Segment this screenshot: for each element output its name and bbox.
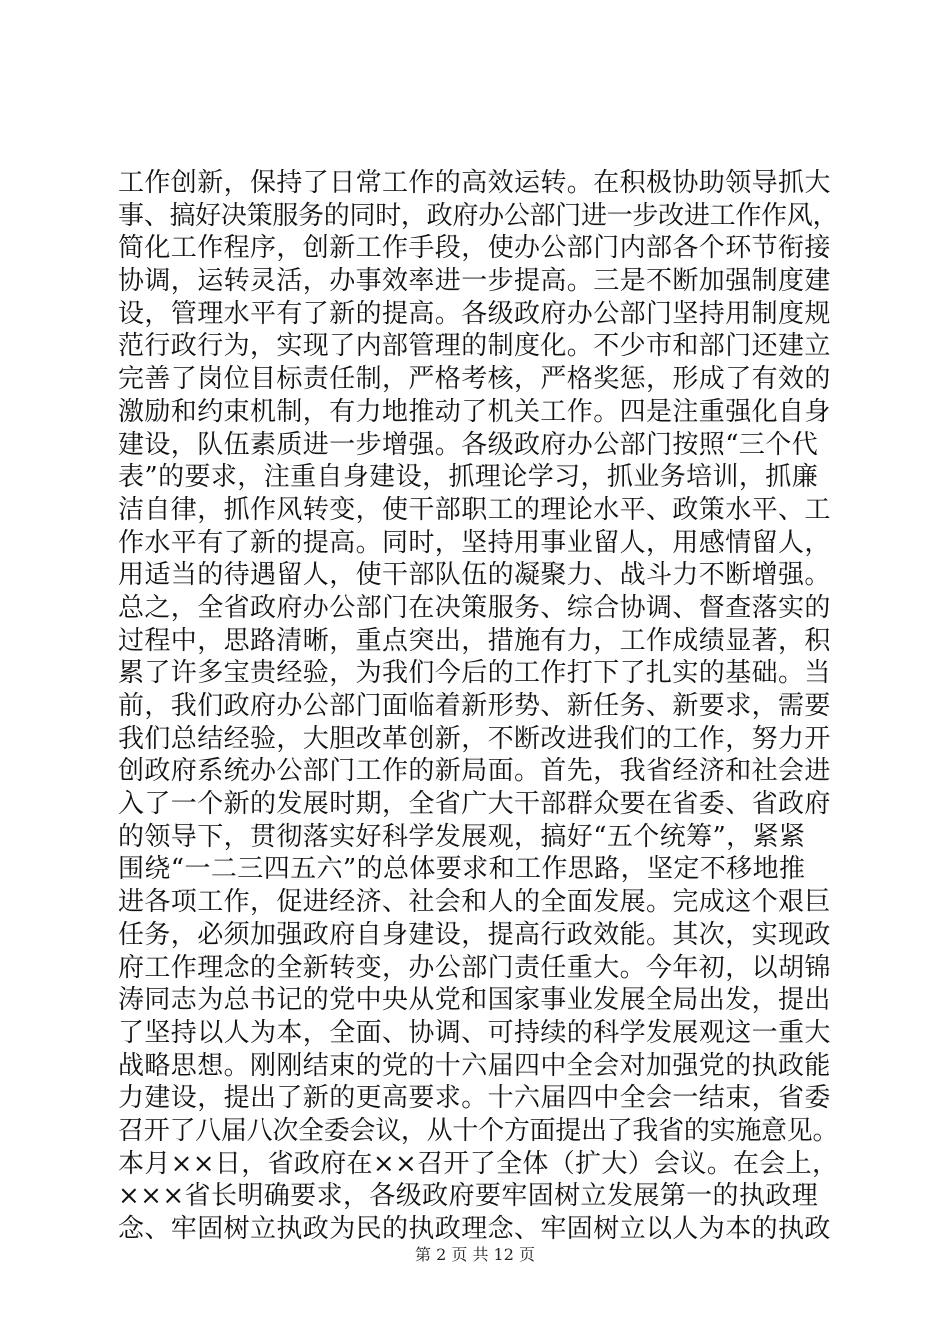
text-line: 我们总结经验，大胆改革创新，不断改进我们的工作，努力开 — [118, 723, 831, 754]
text-line: 府工作理念的全新转变，办公部门责任重大。今年初，以胡锦 — [118, 952, 831, 983]
text-line: 简化工作程序，创新工作手段，使办公部门内部各个环节衔接 — [118, 233, 831, 264]
text-line: 前，我们政府办公部门面临着新形势、新任务、新要求，需要 — [118, 691, 831, 721]
text-line: 本月××日，省政府在××召开了全体（扩大）会议。在会上， — [118, 1148, 839, 1179]
text-line: 涛同志为总书记的党中央从党和国家事业发展全局出发，提出 — [118, 985, 831, 1016]
text-line: 累了许多宝贵经验，为我们今后的工作打下了扎实的基础。当 — [118, 658, 831, 689]
text-line: 工作创新，保持了日常工作的高效运转。在积极协助领导抓大 — [118, 168, 831, 198]
text-line: 进各项工作，促进经济、社会和人的全面发展。完成这个艰巨 — [118, 887, 831, 918]
text-line: 入了一个新的发展时期，全省广大干部群众要在省委、省政府 — [118, 789, 831, 820]
text-line: 战略思想。刚刚结束的党的十六届四中全会对加强党的执政能 — [118, 1050, 831, 1081]
text-line: 事、搞好决策服务的同时，政府办公部门进一步改进工作作风， — [118, 200, 839, 231]
text-line: 完善了岗位目标责任制，严格考核，严格奖惩，形成了有效的 — [118, 364, 831, 395]
body-text — [118, 167, 838, 1246]
text-line: 表”的要求，注重自身建设，抓理论学习，抓业务培训，抓廉 — [118, 462, 819, 493]
text-line: 念、牢固树立执政为民的执政理念、牢固树立以人为本的执政 — [118, 1214, 831, 1244]
text-line: 建设，队伍素质进一步增强。各级政府办公部门按照“三个代 — [118, 429, 819, 460]
text-line: 设，管理水平有了新的提高。各级政府办公部门坚持用制度规 — [118, 298, 831, 329]
text-line: 用适当的待遇留人，使干部队伍的凝聚力、战斗力不断增强。 — [118, 560, 831, 591]
text-line: 协调，运转灵活，办事效率进一步提高。三是不断加强制度建 — [118, 266, 831, 297]
text-line: 创政府系统办公部门工作的新局面。首先，我省经济和社会进 — [118, 756, 831, 787]
text-line: 的领导下，贯彻落实好科学发展观，搞好“五个统筹”，紧紧 — [118, 821, 806, 852]
text-line: 过程中，思路清晰，重点突出，措施有力，工作成绩显著，积 — [118, 625, 831, 656]
text-line: 洁自律，抓作风转变，使干部职工的理论水平、政策水平、工 — [118, 494, 831, 525]
text-line: 总之，全省政府办公部门在决策服务、综合协调、督查落实的 — [118, 592, 831, 623]
text-line: 召开了八届八次全委会议，从十个方面提出了我省的实施意见。 — [118, 1115, 839, 1146]
text-line: 范行政行为，实现了内部管理的制度化。不少市和部门还建立 — [118, 331, 831, 362]
text-line: 任务，必须加强政府自身建设，提高行政效能。其次，实现政 — [118, 919, 831, 950]
page-footer: 第 2 页 共 12 页 — [415, 1245, 535, 1264]
text-line: 了坚持以人为本，全面、协调、可持续的科学发展观这一重大 — [118, 1017, 831, 1048]
text-line: ×××省长明确要求，各级政府要牢固树立发展第一的执政理 — [118, 1181, 819, 1212]
text-line: 激励和约束机制，有力地推动了机关工作。四是注重强化自身 — [118, 396, 831, 427]
text-line: 作水平有了新的提高。同时，坚持用事业留人，用感情留人， — [118, 527, 831, 558]
text-line: 力建设，提出了新的更高要求。十六届四中全会一结束，省委 — [118, 1083, 831, 1114]
text-line: 围绕“一二三四五六”的总体要求和工作思路，坚定不移地推 — [118, 854, 806, 885]
